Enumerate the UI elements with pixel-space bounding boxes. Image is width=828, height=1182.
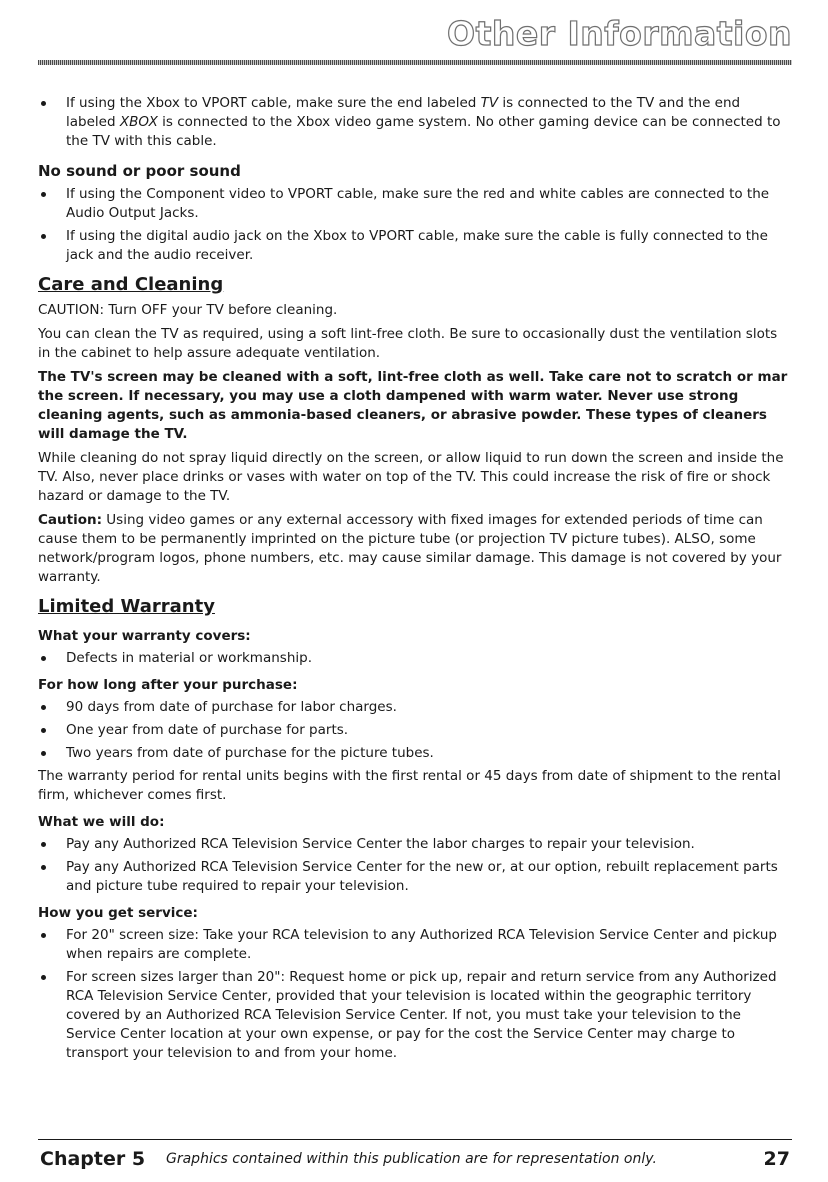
warranty-covers-list (38, 649, 790, 668)
caution-text: Using video games or any external accessory with fixed images for extended periods of time can cause them to be permanently imprinted on the picture tube (or projection TV picture tubes). ALSO, some network/program logos, phone numbers, etc. may cause similar damage. This damage is not covered by your warranty. (38, 512, 782, 585)
list-item: If using the Xbox to VPORT cable, make sure the end labeled TV is connected to the TV and the end labeled XBOX is connected to the Xbox video game system. No other gaming device can be connected to the TV with this cable. (38, 94, 790, 151)
warranty-service-list (38, 926, 790, 1063)
list-item: Pay any Authorized RCA Television Service Center the labor charges to repair your television. (38, 835, 790, 854)
footer-rule (38, 1139, 792, 1140)
page-header-title: Other Information (447, 14, 792, 53)
no-sound-bullet-list (38, 185, 790, 265)
care-caution-line: CAUTION: Turn OFF your TV before cleaning. (38, 302, 338, 318)
warranty-how-long-list (38, 698, 790, 763)
list-item: For screen sizes larger than 20": Request home or pick up, repair and return service from any Authorized RCA Television Service Center, provided that your television is located within the geographic territory covered by an Authorized RCA Television Service Center. If not, you must take your television to the Service Center location at your own expense, or pay for the cost the Service Center may charge to transport your television to and from your home. (38, 968, 790, 1063)
header-rule (38, 60, 792, 65)
warranty-how-long-label: For how long after your purchase: (38, 677, 298, 693)
caution-label: Caution: (38, 512, 102, 528)
intro-bullet-list (38, 94, 790, 151)
care-paragraph: While cleaning do not spray liquid directly on the screen, or allow liquid to run down the screen and inside the TV. Also, never place drinks or vases with water on top of the TV. This could increase the risk of fire or shock hazard or damage to the TV. (38, 450, 784, 504)
care-caution-paragraph (38, 511, 790, 587)
care-paragraph: You can clean the TV as required, using a soft lint-free cloth. Be sure to occasionally dust the ventilation slots in the cabinet to help assure adequate ventilation. (38, 326, 778, 361)
warranty-covers-label: What your warranty covers: (38, 628, 251, 644)
list-item: For 20" screen size: Take your RCA television to any Authorized RCA Television Service Center and pickup when repairs are complete. (38, 926, 790, 964)
warranty-we-do-list (38, 835, 790, 896)
footer-note: Graphics contained within this publication are for representation only. (166, 1151, 657, 1167)
warranty-we-do-label: What we will do: (38, 814, 165, 830)
list-item: If using the Component video to VPORT cable, make sure the red and white cables are connected to the Audio Output Jacks. (38, 185, 790, 223)
page-content (38, 94, 790, 1067)
care-bold-paragraph: The TV's screen may be cleaned with a soft, lint-free cloth as well. Take care not to scratch or mar the screen. If necessary, you may use a cloth dampened with warm water. Never use strong cleaning agents, such as ammonia-based cleaners, or abrasive powder. These types of cleaners will damage the TV. (38, 369, 788, 442)
care-cleaning-heading: Care and Cleaning (38, 274, 224, 295)
list-item: If using the digital audio jack on the Xbox to VPORT cable, make sure the cable is fully connected to the jack and the audio receiver. (38, 227, 790, 265)
page-number: 27 (763, 1148, 790, 1170)
limited-warranty-heading: Limited Warranty (38, 596, 215, 617)
warranty-rental-paragraph: The warranty period for rental units begins with the first rental or 45 days from date of shipment to the rental firm, whichever comes first. (38, 768, 781, 803)
no-sound-heading: No sound or poor sound (38, 162, 241, 180)
warranty-service-label: How you get service: (38, 905, 198, 921)
list-item: Pay any Authorized RCA Television Service Center for the new or, at our option, rebuilt replacement parts and picture tube required to repair your television. (38, 858, 790, 896)
list-item: Defects in material or workmanship. (38, 649, 790, 668)
list-item: One year from date of purchase for parts. (38, 721, 790, 740)
list-item: 90 days from date of purchase for labor charges. (38, 698, 790, 717)
footer-chapter: Chapter 5 (40, 1148, 146, 1170)
list-item: Two years from date of purchase for the picture tubes. (38, 744, 790, 763)
